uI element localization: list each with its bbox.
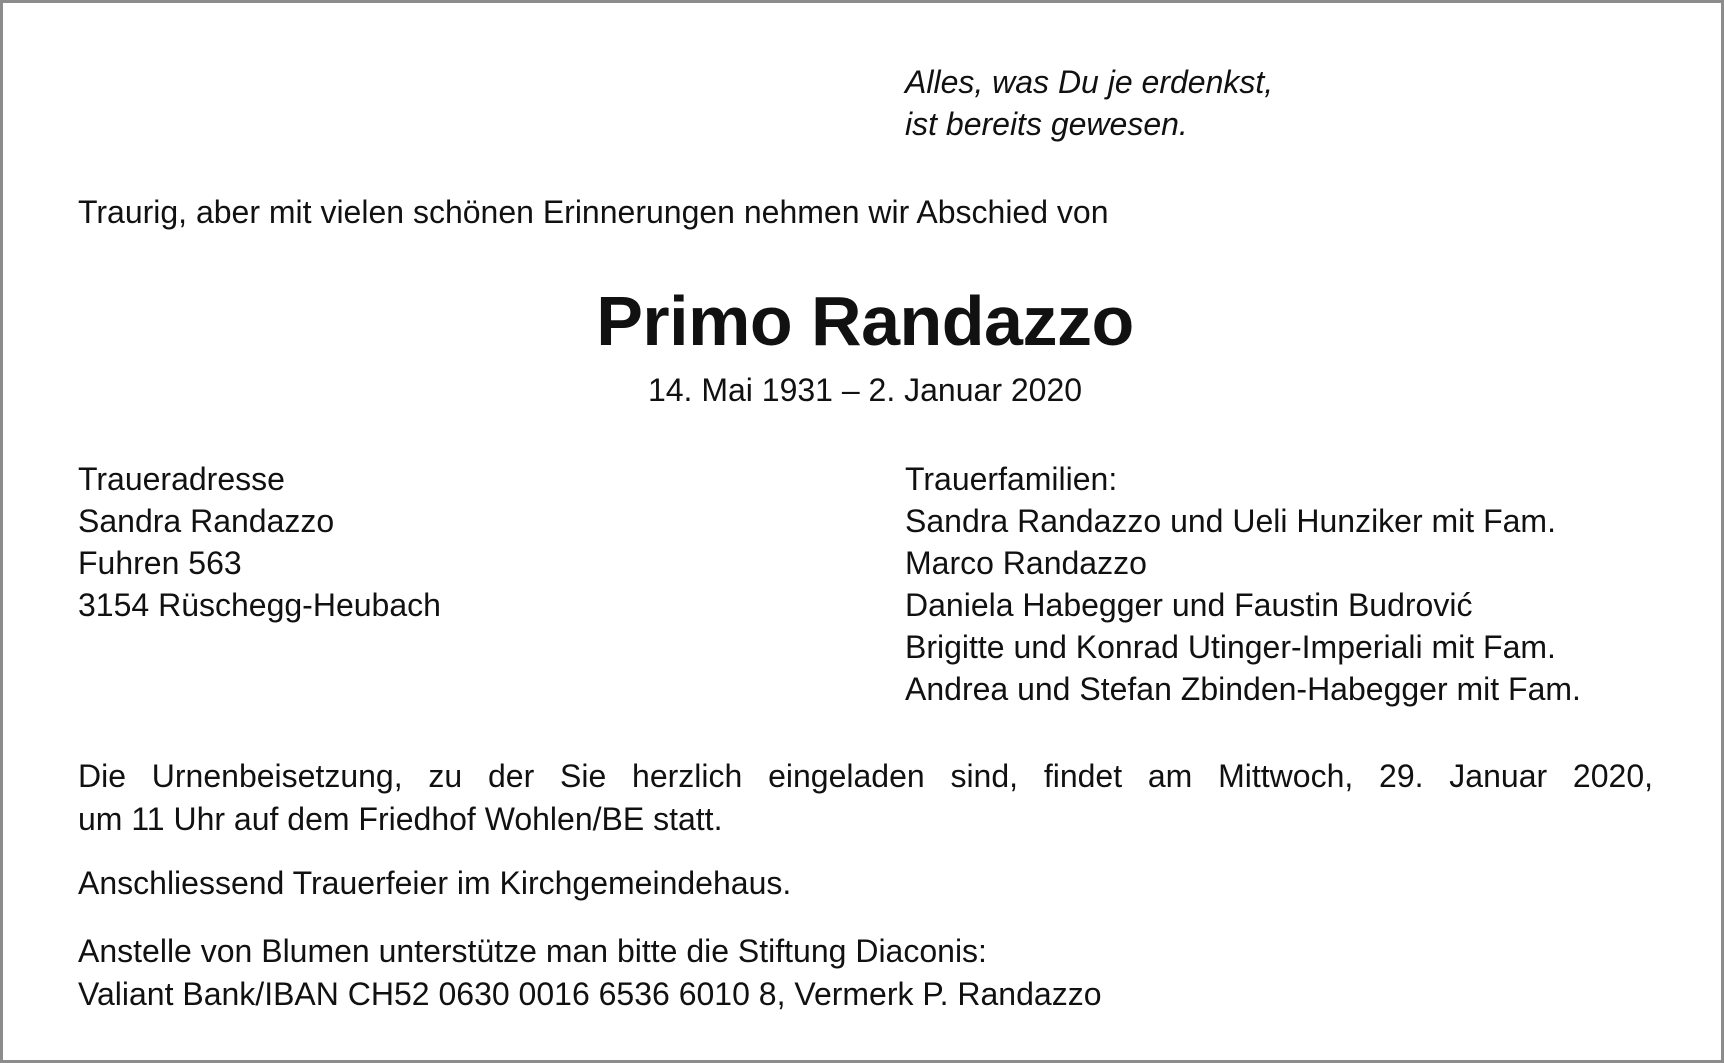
family-line: Sandra Randazzo und Ueli Hunziker mit Fam.	[905, 503, 1556, 539]
donation-line: Anstelle von Blumen unterstütze man bitte die Stiftung Diaconis:	[78, 933, 987, 969]
ceremony-line: Die Urnenbeisetzung, zu der Sie herzlich eingeladen sind, findet am Mittwoch, 29. Januar 2020,	[78, 758, 1653, 794]
address-line: 3154 Rüschegg-Heubach	[78, 587, 441, 623]
ceremony-line: um 11 Uhr auf dem Friedhof Wohlen/BE statt.	[78, 801, 723, 837]
mourning-address	[78, 458, 441, 626]
motto-line: ist bereits gewesen.	[905, 106, 1188, 142]
family-line: Brigitte und Konrad Utinger-Imperiali mit Fam.	[905, 629, 1556, 665]
life-dates: 14. Mai 1931 – 2. Januar 2020	[647, 372, 1083, 408]
donation-line: Valiant Bank/IBAN CH52 0630 0016 6536 6010 8, Vermerk P. Randazzo	[78, 976, 1102, 1012]
motto-line: Alles, was Du je erdenkst,	[905, 64, 1274, 100]
reception-info: Anschliessend Trauerfeier im Kirchgemeindehaus.	[78, 865, 792, 901]
intro-text: Traurig, aber mit vielen schönen Erinnerungen nehmen wir Abschied von	[78, 194, 1109, 230]
address-line: Sandra Randazzo	[78, 503, 335, 539]
mourning-families	[905, 458, 1581, 710]
deceased-name: Primo Randazzo	[596, 282, 1134, 360]
address-heading: Traueradresse	[78, 461, 285, 497]
address-line: Fuhren 563	[78, 545, 242, 581]
families-heading: Trauerfamilien:	[905, 461, 1118, 497]
family-line: Andrea und Stefan Zbinden-Habegger mit Fam.	[905, 671, 1581, 707]
family-line: Daniela Habegger und Faustin Budrović	[905, 587, 1473, 623]
motto-quote	[905, 61, 1273, 145]
family-line: Marco Randazzo	[905, 545, 1147, 581]
ceremony-info	[78, 755, 1653, 841]
donation-info	[78, 930, 1101, 1016]
